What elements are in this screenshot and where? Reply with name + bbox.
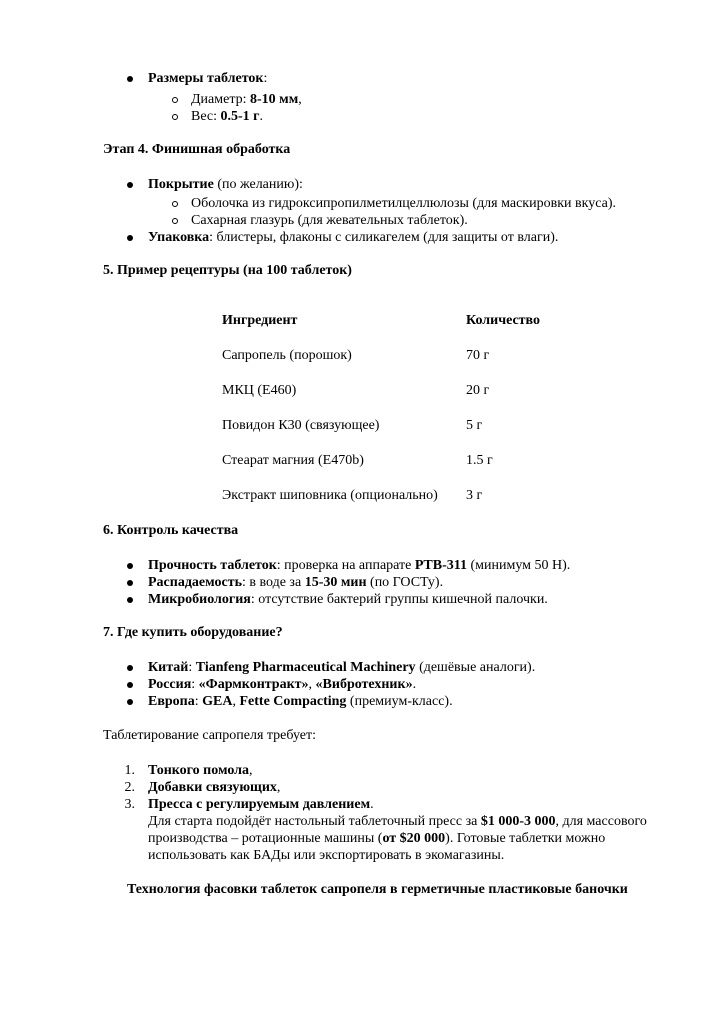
microbiology-item: Микробиология: отсутствие бактерий группы кишечной палочки. <box>148 592 548 607</box>
stage4-heading: Этап 4. Финишная обработка <box>103 142 291 157</box>
table-row: Повидон К30 (связующее) 5 г <box>222 417 483 433</box>
diameter-item: Диаметр: 8-10 мм, <box>191 92 302 107</box>
summary-item: Тонкого помола, <box>148 763 253 778</box>
bullet-icon <box>127 597 133 603</box>
china-item: Китай: Tianfeng Pharmaceutical Machinery (дешёвые аналоги). <box>148 660 536 675</box>
quality-heading: 6. Контроль качества <box>103 523 239 538</box>
list-number: 1. <box>124 763 135 778</box>
tablet-size-label: Размеры таблеток <box>148 71 264 86</box>
table-row: Сапропель (порошок) 70 г <box>222 347 490 363</box>
tablet-size-item: Размеры таблеток: <box>148 71 268 86</box>
bullet-icon <box>127 563 133 569</box>
list-number: 2. <box>124 780 135 795</box>
equipment-heading: 7. Где купить оборудование? <box>103 625 283 640</box>
summary-item: Пресса с регулируемым давлением. <box>148 797 374 812</box>
bullet-icon <box>127 699 133 705</box>
strength-item: Прочность таблеток: проверка на аппарате PTB-311 (минимум 50 Н). <box>148 558 571 573</box>
bullet-icon <box>127 76 133 82</box>
bullet-icon <box>127 665 133 671</box>
header-ingredient: Ингредиент <box>222 312 298 328</box>
table-row: Экстракт шиповника (опционально) 3 г <box>222 487 483 503</box>
table-row: МКЦ (E460) 20 г <box>222 382 490 398</box>
summary-intro: Таблетирование сапропеля требует: <box>103 728 317 743</box>
coating-subitem: Сахарная глазурь (для жевательных таблеток). <box>191 213 468 228</box>
weight-item: Вес: 0.5-1 г. <box>191 109 264 124</box>
summary-paragraph-line: использовать как БАДы или экспортировать в экомагазины. <box>148 848 505 863</box>
list-number: 3. <box>124 797 135 812</box>
circle-bullet-icon <box>172 218 178 224</box>
table-row: Стеарат магния (E470b) 1.5 г <box>222 452 493 468</box>
summary-paragraph-line: производства – ротационные машины (от $20 000). Готовые таблетки можно <box>148 831 606 846</box>
table-header-row <box>222 303 586 338</box>
coating-subitem: Оболочка из гидроксипропилметилцеллюлозы (для маскировки вкуса). <box>191 196 616 211</box>
disintegration-item: Распадаемость: в воде за 15-30 мин (по ГОСТу). <box>148 575 444 590</box>
summary-paragraph-line: Для старта подойдёт настольный таблеточный пресс за $1 000-3 000, для массового <box>148 814 647 829</box>
circle-bullet-icon <box>172 114 178 120</box>
coating-item: Покрытие (по желанию): <box>148 177 303 192</box>
recipe-heading: 5. Пример рецептуры (на 100 таблеток) <box>103 263 352 278</box>
russia-item: Россия: «Фармконтракт», «Вибротехник». <box>148 677 417 692</box>
circle-bullet-icon <box>172 201 178 207</box>
circle-bullet-icon <box>172 97 178 103</box>
bullet-icon <box>127 682 133 688</box>
summary-item: Добавки связующих, <box>148 780 281 795</box>
packing-item: Упаковка: блистеры, флаконы с силикагелем (для защиты от влаги). <box>148 230 559 245</box>
bullet-icon <box>127 235 133 241</box>
recipe-table <box>222 303 586 513</box>
europe-item: Европа: GEA, Fette Compacting (премиум-класс). <box>148 694 453 709</box>
header-quantity: Количество <box>466 312 541 328</box>
bullet-icon <box>127 580 133 586</box>
footer-heading: Технология фасовки таблеток сапропеля в герметичные пластиковые баночки <box>127 882 628 897</box>
bullet-icon <box>127 182 133 188</box>
